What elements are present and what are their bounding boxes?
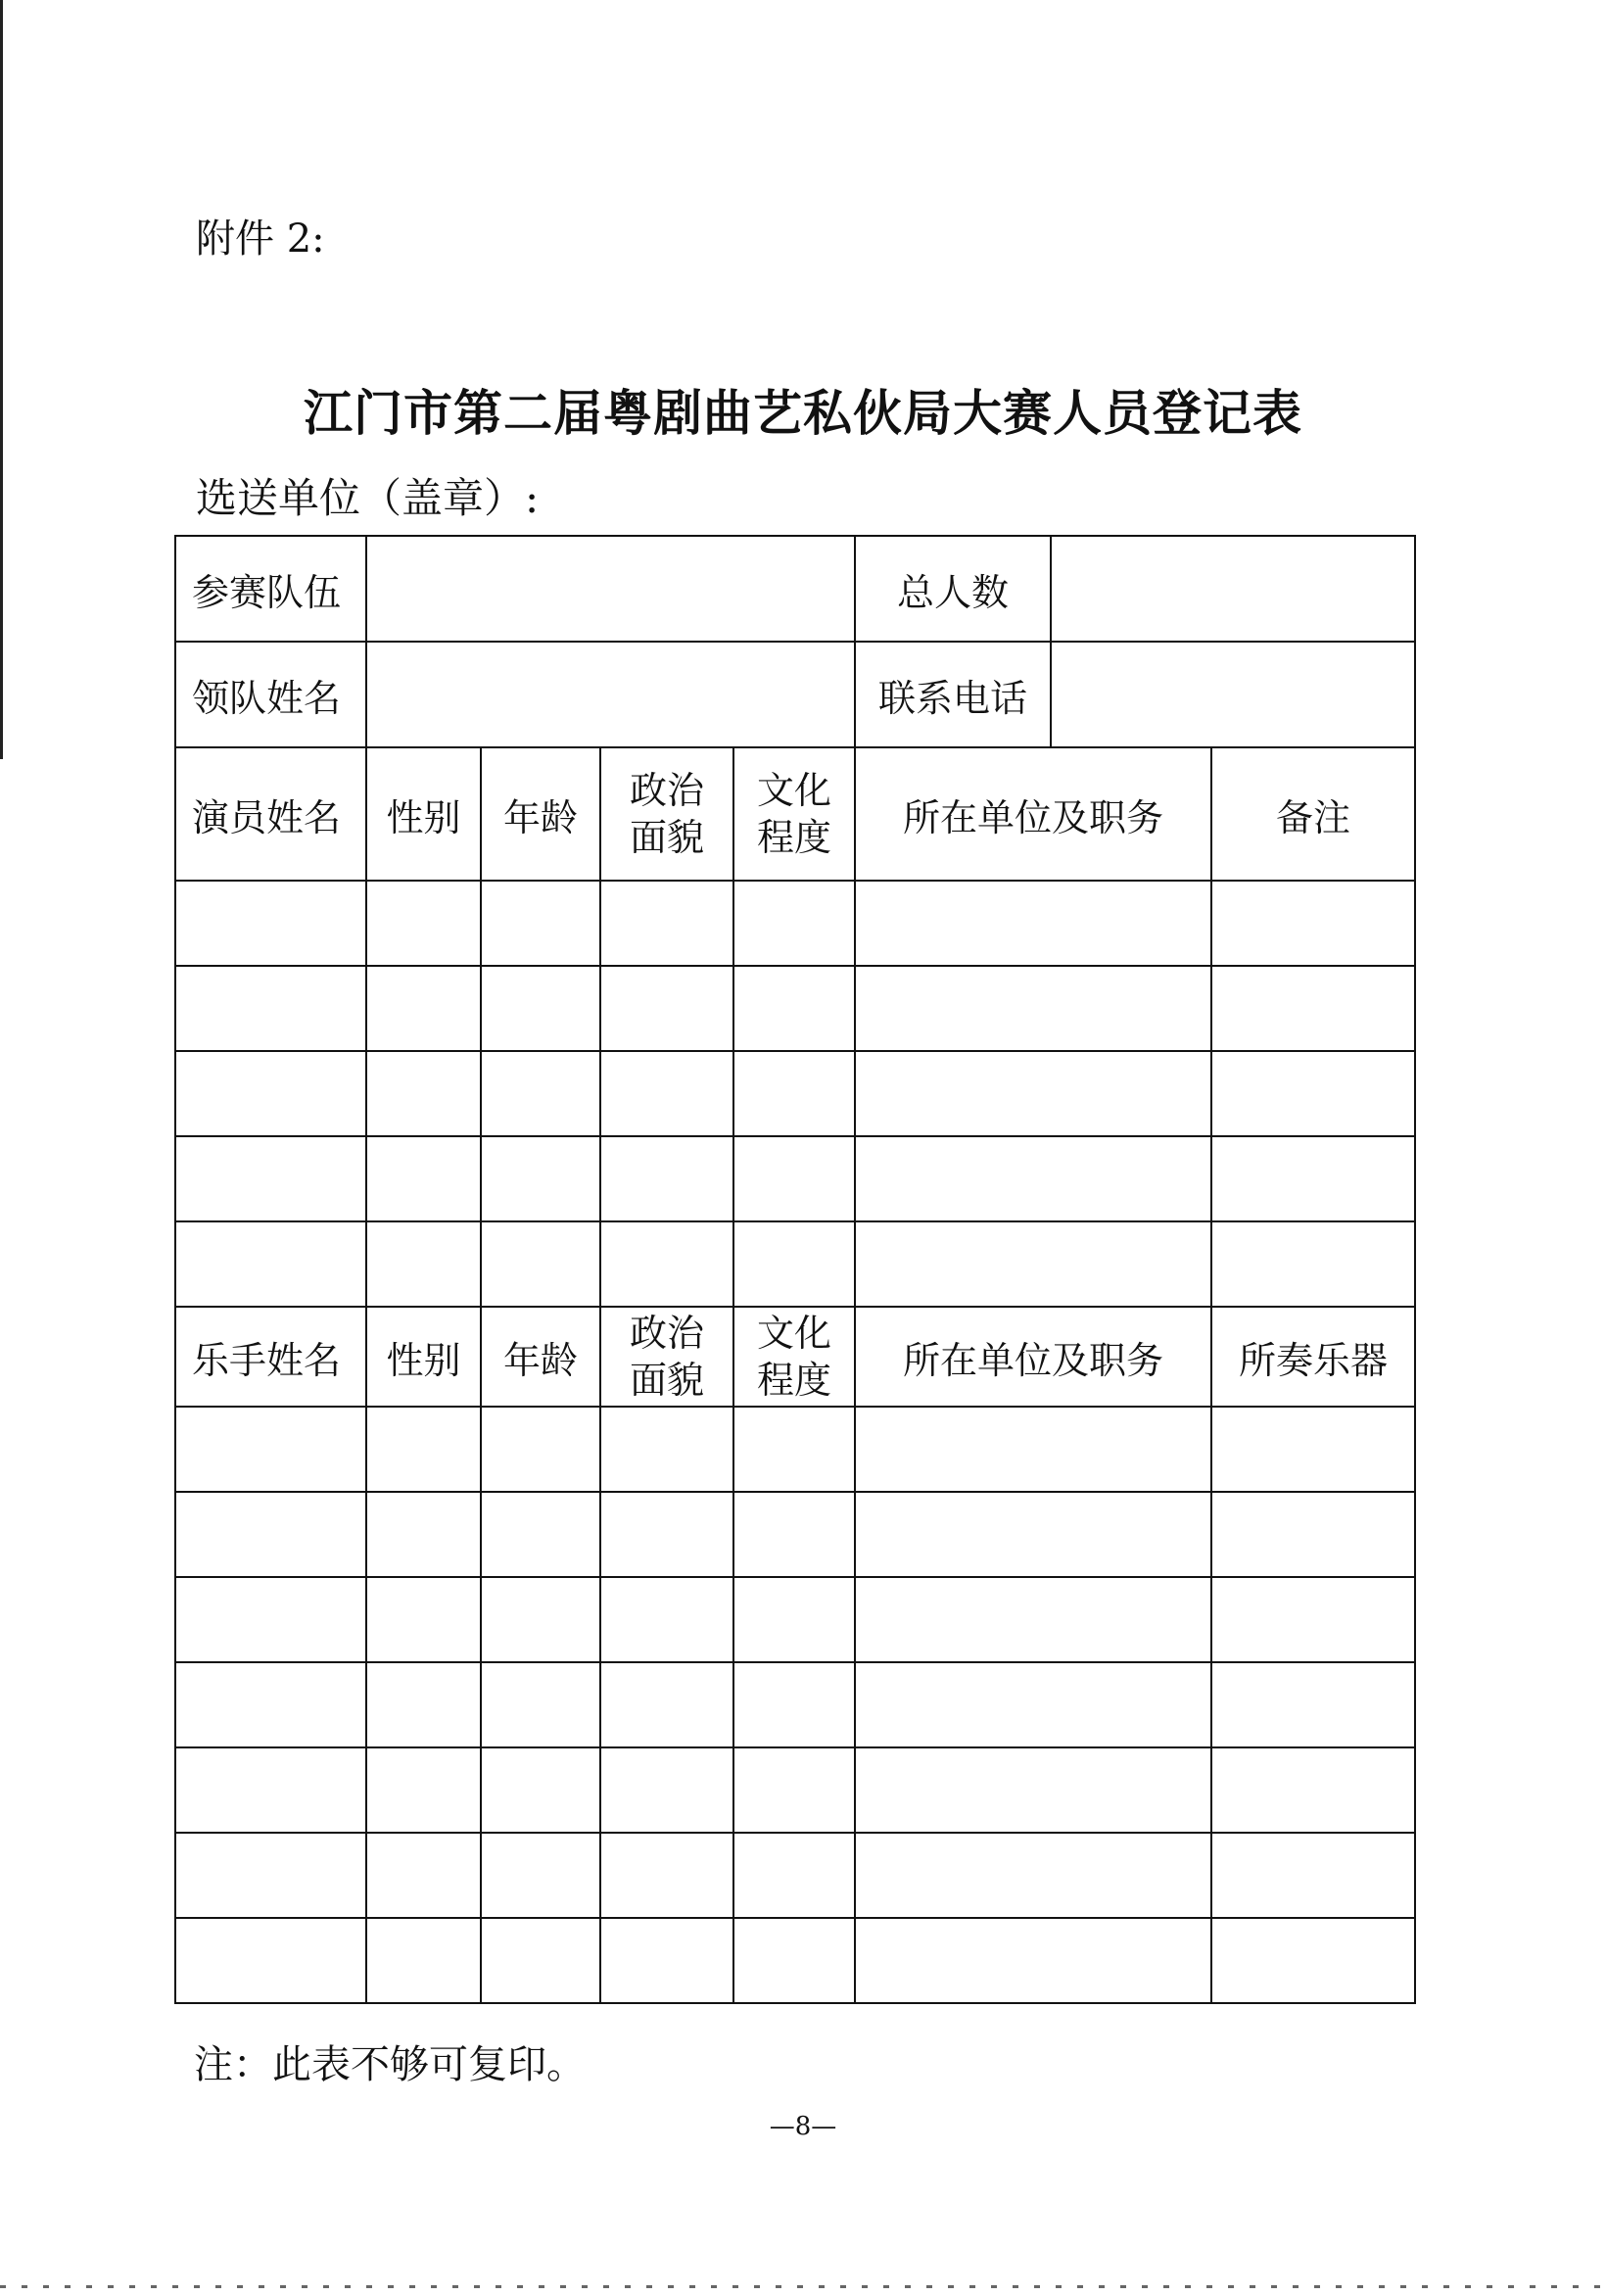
musicians-header-cell: 所奏乐器 — [1211, 1307, 1415, 1407]
actors-data-row — [175, 1051, 1415, 1136]
actors-data-row — [175, 881, 1415, 966]
musicians-data-cell[interactable] — [600, 1407, 733, 1492]
attachment-label: 附件 2: — [196, 216, 325, 262]
musicians-data-cell[interactable] — [733, 1918, 855, 2003]
musicians-data-cell[interactable] — [733, 1833, 855, 1918]
musicians-data-cell[interactable] — [481, 1833, 600, 1918]
musicians-data-cell[interactable] — [855, 1662, 1211, 1747]
musicians-data-cell[interactable] — [733, 1492, 855, 1577]
musicians-data-cell[interactable] — [855, 1577, 1211, 1662]
info-value-field[interactable] — [366, 536, 855, 642]
actors-data-cell[interactable] — [366, 1221, 481, 1307]
actors-data-row — [175, 1136, 1415, 1221]
actors-data-cell[interactable] — [855, 966, 1211, 1051]
musicians-header-cell: 所在单位及职务 — [855, 1307, 1211, 1407]
musicians-data-cell[interactable] — [855, 1492, 1211, 1577]
actors-header-cell: 备注 — [1211, 747, 1415, 881]
actors-header-cell: 年龄 — [481, 747, 600, 881]
musicians-data-cell[interactable] — [481, 1492, 600, 1577]
musicians-data-cell[interactable] — [600, 1833, 733, 1918]
musicians-data-cell[interactable] — [855, 1918, 1211, 2003]
musicians-header-cell: 政治 面貌 — [600, 1307, 733, 1407]
actors-data-cell[interactable] — [366, 1136, 481, 1221]
info-label: 总人数 — [855, 536, 1051, 642]
actors-header-cell: 演员姓名 — [175, 747, 366, 881]
musicians-data-cell[interactable] — [175, 1492, 366, 1577]
musicians-data-cell[interactable] — [1211, 1918, 1415, 2003]
musicians-data-cell[interactable] — [366, 1747, 481, 1833]
actors-header-cell: 政治 面貌 — [600, 747, 733, 881]
musicians-data-cell[interactable] — [733, 1662, 855, 1747]
musicians-data-row — [175, 1918, 1415, 2003]
musicians-header-cell: 年龄 — [481, 1307, 600, 1407]
actors-data-cell[interactable] — [1211, 1221, 1415, 1307]
info-value-field[interactable] — [366, 642, 855, 747]
musicians-data-cell[interactable] — [366, 1833, 481, 1918]
info-label: 联系电话 — [855, 642, 1051, 747]
musicians-data-cell[interactable] — [600, 1662, 733, 1747]
actors-data-cell[interactable] — [366, 881, 481, 966]
actors-data-cell[interactable] — [366, 966, 481, 1051]
actors-data-cell[interactable] — [600, 1051, 733, 1136]
info-value-field[interactable] — [1051, 536, 1415, 642]
actors-data-cell[interactable] — [175, 1051, 366, 1136]
musicians-data-cell[interactable] — [855, 1407, 1211, 1492]
musicians-data-cell[interactable] — [1211, 1577, 1415, 1662]
sender-unit-label: 选送单位（盖章）: — [196, 474, 540, 522]
actors-data-cell[interactable] — [175, 966, 366, 1051]
musicians-data-cell[interactable] — [1211, 1833, 1415, 1918]
actors-data-cell[interactable] — [175, 1221, 366, 1307]
musicians-data-row — [175, 1407, 1415, 1492]
musicians-data-cell[interactable] — [175, 1407, 366, 1492]
musicians-data-cell[interactable] — [1211, 1492, 1415, 1577]
actors-data-cell[interactable] — [481, 966, 600, 1051]
musicians-data-cell[interactable] — [481, 1407, 600, 1492]
musicians-data-cell[interactable] — [175, 1918, 366, 2003]
musicians-header-cell: 文化 程度 — [733, 1307, 855, 1407]
musicians-data-cell[interactable] — [600, 1918, 733, 2003]
info-label: 领队姓名 — [175, 642, 366, 747]
footnote: 注：此表不够可复印。 — [194, 2042, 586, 2087]
musicians-data-cell[interactable] — [733, 1577, 855, 1662]
musicians-data-cell[interactable] — [733, 1407, 855, 1492]
actors-data-cell[interactable] — [1211, 966, 1415, 1051]
musicians-data-cell[interactable] — [733, 1747, 855, 1833]
musicians-data-cell[interactable] — [855, 1747, 1211, 1833]
actors-data-cell[interactable] — [733, 966, 855, 1051]
musicians-data-cell[interactable] — [366, 1577, 481, 1662]
musicians-data-cell[interactable] — [1211, 1747, 1415, 1833]
actors-data-cell[interactable] — [733, 1051, 855, 1136]
actors-data-cell[interactable] — [1211, 1051, 1415, 1136]
musicians-data-cell[interactable] — [366, 1662, 481, 1747]
page-title: 江门市第二届粤剧曲艺私伙局大赛人员登记表 — [304, 384, 1302, 442]
musicians-data-row — [175, 1577, 1415, 1662]
musicians-data-row — [175, 1662, 1415, 1747]
registration-table — [174, 535, 1416, 2004]
actors-data-row — [175, 1221, 1415, 1307]
actors-data-row — [175, 966, 1415, 1051]
actors-data-cell[interactable] — [600, 881, 733, 966]
musicians-header-cell: 性别 — [366, 1307, 481, 1407]
actors-data-cell[interactable] — [855, 881, 1211, 966]
musicians-data-cell[interactable] — [481, 1918, 600, 2003]
musicians-data-cell[interactable] — [175, 1662, 366, 1747]
musicians-data-row — [175, 1492, 1415, 1577]
musicians-data-cell[interactable] — [175, 1747, 366, 1833]
actors-data-cell[interactable] — [855, 1136, 1211, 1221]
actors-data-cell[interactable] — [600, 966, 733, 1051]
actors-data-cell[interactable] — [481, 881, 600, 966]
actors-data-cell[interactable] — [175, 1136, 366, 1221]
musicians-data-cell[interactable] — [366, 1407, 481, 1492]
scan-noise — [0, 2285, 1606, 2288]
actors-data-cell[interactable] — [855, 1051, 1211, 1136]
actors-header-cell: 文化 程度 — [733, 747, 855, 881]
actors-data-cell[interactable] — [175, 881, 366, 966]
musicians-data-cell[interactable] — [481, 1662, 600, 1747]
info-value-field[interactable] — [1051, 642, 1415, 747]
musicians-data-row — [175, 1833, 1415, 1918]
musicians-data-cell[interactable] — [855, 1833, 1211, 1918]
musicians-data-row — [175, 1747, 1415, 1833]
musicians-data-cell[interactable] — [175, 1577, 366, 1662]
musicians-header-cell: 乐手姓名 — [175, 1307, 366, 1407]
info-row — [175, 642, 1415, 747]
actors-data-cell[interactable] — [733, 881, 855, 966]
actors-data-cell[interactable] — [855, 1221, 1211, 1307]
page-number: —8— — [769, 2112, 837, 2141]
musicians-data-cell[interactable] — [600, 1492, 733, 1577]
actors-data-cell[interactable] — [600, 1221, 733, 1307]
info-label: 参赛队伍 — [175, 536, 366, 642]
musicians-data-cell[interactable] — [600, 1577, 733, 1662]
actors-data-cell[interactable] — [481, 1221, 600, 1307]
musicians-data-cell[interactable] — [366, 1918, 481, 2003]
musicians-data-cell[interactable] — [600, 1747, 733, 1833]
actors-header-cell: 所在单位及职务 — [855, 747, 1211, 881]
musicians-data-cell[interactable] — [1211, 1662, 1415, 1747]
actors-data-cell[interactable] — [733, 1221, 855, 1307]
actors-data-cell[interactable] — [366, 1051, 481, 1136]
musicians-header-row — [175, 1307, 1415, 1407]
actors-header-row — [175, 747, 1415, 881]
musicians-data-cell[interactable] — [481, 1747, 600, 1833]
info-row — [175, 536, 1415, 642]
actors-data-cell[interactable] — [481, 1051, 600, 1136]
musicians-data-cell[interactable] — [481, 1577, 600, 1662]
actors-data-cell[interactable] — [1211, 1136, 1415, 1221]
musicians-data-cell[interactable] — [366, 1492, 481, 1577]
actors-data-cell[interactable] — [1211, 881, 1415, 966]
actors-data-cell[interactable] — [733, 1136, 855, 1221]
musicians-data-cell[interactable] — [175, 1833, 366, 1918]
actors-data-cell[interactable] — [600, 1136, 733, 1221]
musicians-data-cell[interactable] — [1211, 1407, 1415, 1492]
actors-data-cell[interactable] — [481, 1136, 600, 1221]
actors-header-cell: 性别 — [366, 747, 481, 881]
